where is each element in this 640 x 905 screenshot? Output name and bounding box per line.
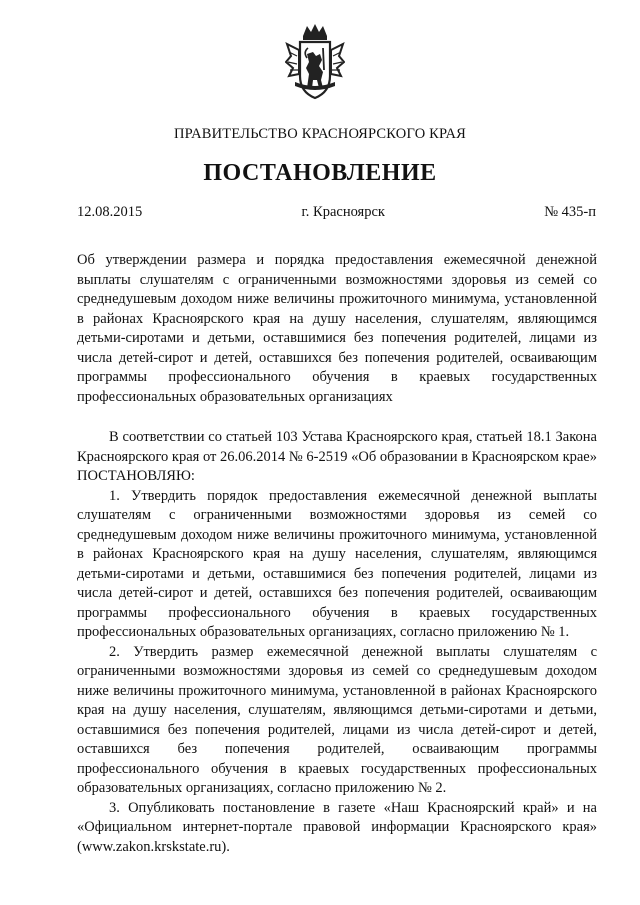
document-type-title: ПОСТАНОВЛЕНИЕ [203, 160, 437, 186]
document-city: г. Красноярск [301, 204, 385, 220]
document-body [77, 428, 597, 857]
preamble-paragraph: В соответствии со статьей 103 Устава Красноярского края, статьей 18.1 Закона Красноярского края от 26.06.2014 № 6-2519 «Об образовании в Красноярском крае» ПОСТАНОВЛЯЮ: [77, 429, 597, 484]
clause-2-paragraph: 2. Утвердить размер ежемесячной денежной выплаты слушателям с ограниченными возможностями здоровья из семей со среднедушевым доходом ниже величины прожиточного минимума, установленной в районах Красноярского края на душу населения, слушателям, являющимся детьми-сиротами и детьми, оставшимися без попечения родителей, лицами из числа детей-сирот и детей, оставшихся без попечения родителей, осваивающим программы профессионального обучения в краевых государственных профессиональных образовательных организациях, согласно приложению № 2. [77, 643, 597, 796]
clause-3-paragraph: 3. Опубликовать постановление в газете «Наш Красноярский край» и на «Официальном интернет-портале правовой информации Красноярского края» (www.zakon.krskstate.ru). [77, 799, 597, 855]
document-subject: Об утверждении размера и порядка предоставления ежемесячной денежной выплаты слушателям с ограниченными возможностями здоровья из семей со среднедушевым доходом ниже величины прожиточного минимума, установленной в районах Красноярского края на душу населения, слушателям, являющимся детьми-сиротами и детьми, оставшимися без попечения родителей, лицами из числа детей-сирот и детей, оставшихся без попечения родителей, осваивающим программы профессионального обучения в краевых государственных профессиональных образовательных организациях [77, 252, 597, 405]
government-name: ПРАВИТЕЛЬСТВО КРАСНОЯРСКОГО КРАЯ [173, 126, 467, 142]
krasnoyarsk-coat-of-arms-icon [285, 22, 345, 102]
document-date: 12.08.2015 [77, 204, 143, 220]
clause-1-paragraph: 1. Утвердить порядок предоставления ежемесячной денежной выплаты слушателям с ограниченными возможностями здоровья из семей со среднедушевым доходом ниже величины прожиточного минимума, установленной в районах Красноярского края на душу населения, слушателям, являющимся детьми-сиротами и детьми, оставшимися без попечения родителей, лицами из числа детей-сирот и детей, оставшихся без попечения родителей, осваивающим программы профессионального обучения в краевых государственных профессиональных образовательных организациях, согласно приложению № 1. [77, 487, 597, 640]
document-meta-row [77, 204, 596, 221]
document-number: № 435-п [544, 204, 596, 220]
